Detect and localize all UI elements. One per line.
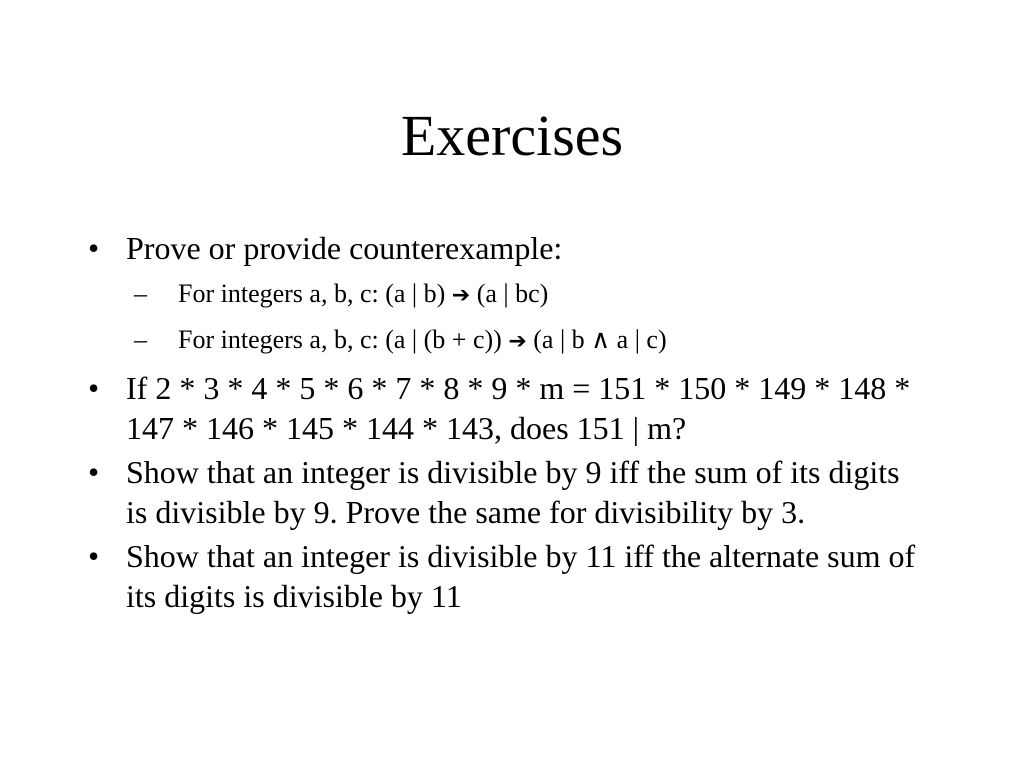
bullet-item bbox=[88, 452, 918, 532]
bullet-item bbox=[88, 228, 918, 364]
sub-bullet-item bbox=[134, 318, 918, 364]
slide-title: Exercises bbox=[400, 103, 624, 168]
bullet-item bbox=[88, 368, 918, 448]
bullet-text: If 2 * 3 * 4 * 5 * 6 * 7 * 8 * 9 * m = 151 * 150 * 149 * 148 * 147 * 146 * 145 * 144 * 143, does 151 | m? bbox=[126, 370, 911, 446]
dash-icon: – bbox=[134, 325, 147, 354]
bullet-text: Show that an integer is divisible by 11 iff the alternate sum of its digits is divisible by 11 bbox=[126, 538, 916, 614]
bullet-icon: • bbox=[88, 370, 100, 406]
bullet-text: Prove or provide counterexample: bbox=[126, 230, 563, 266]
bullet-text: Show that an integer is divisible by 9 iff the sum of its digits is divisible by 9. Prove the same for divisibility by 3. bbox=[126, 454, 900, 530]
sub-bullet-text-after: (a | bc) bbox=[470, 279, 549, 308]
sub-bullet-text-after: (a | b ∧ a | c) bbox=[526, 325, 667, 354]
bullet-list bbox=[88, 228, 918, 620]
bullet-item bbox=[88, 536, 918, 616]
dash-icon: – bbox=[134, 279, 147, 308]
sub-bullet-item bbox=[134, 272, 918, 318]
bullet-icon: • bbox=[88, 538, 100, 574]
sub-bullet-list bbox=[126, 272, 918, 364]
right-arrow-icon: ➔ bbox=[508, 329, 527, 354]
sub-bullet-text-before: For integers a, b, c: (a | b) bbox=[178, 279, 452, 308]
sub-bullet-text-before: For integers a, b, c: (a | (b + c)) bbox=[178, 325, 509, 354]
bullet-icon: • bbox=[88, 454, 100, 490]
bullet-icon: • bbox=[88, 230, 100, 266]
right-arrow-icon: ➔ bbox=[451, 283, 471, 308]
